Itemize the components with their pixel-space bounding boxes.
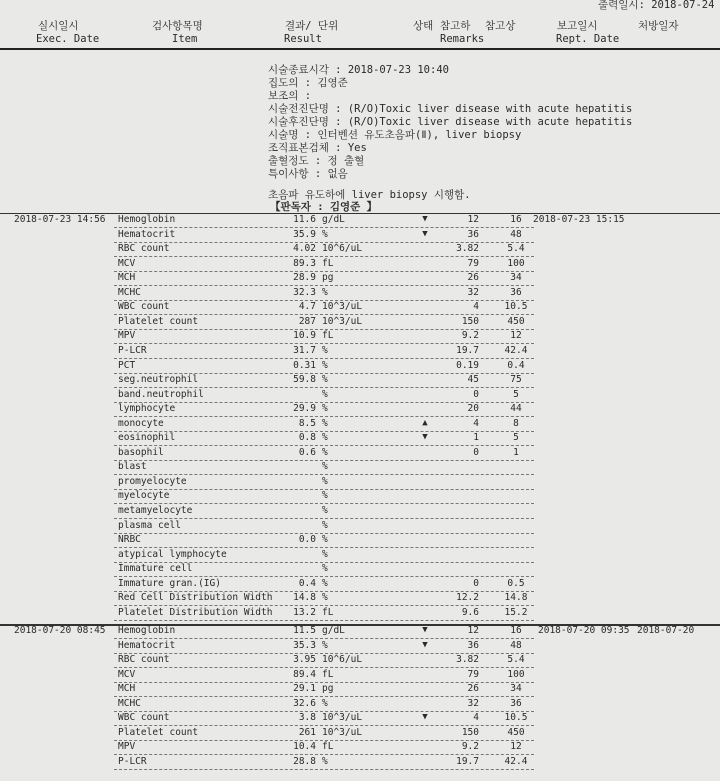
test-unit: % [322, 639, 328, 651]
ref-low: 1 [473, 432, 479, 444]
ref-high: 34 [510, 272, 522, 284]
test-item: MCH [118, 272, 136, 284]
test-unit: % [322, 432, 328, 444]
ref-low: 32 [467, 286, 479, 298]
ref-low: 12 [467, 214, 479, 225]
ref-high: 16 [510, 214, 522, 225]
ref-high: 0.5 [507, 577, 525, 589]
test-unit: fL [322, 606, 334, 618]
ref-low: 4 [473, 712, 479, 724]
test-unit: fL [322, 330, 334, 342]
col-ref-low-kr: 참고하 [440, 20, 471, 32]
ref-high: 14.8 [504, 592, 528, 604]
report-line: 시술후진단명 : (R/O)Toxic liver disease with acute hepatitis [268, 116, 633, 128]
test-item: WBC count [118, 712, 170, 724]
ref-low: 0 [473, 577, 479, 589]
test-item: Platelet count [118, 726, 199, 738]
procedure-report [268, 64, 632, 202]
col-ref-high-kr: 참고상 [485, 20, 516, 32]
test-item: MPV [118, 741, 136, 753]
test-unit: % [322, 461, 328, 473]
test-item: MCV [118, 257, 136, 269]
flag-low-icon: ▼ [422, 639, 428, 650]
test-unit: pg [322, 272, 334, 284]
test-item: Red Cell Distribution Width [118, 592, 273, 604]
ref-low: 36 [467, 639, 479, 651]
col-item-en: Item [172, 33, 198, 45]
test-item: basophil [118, 446, 164, 458]
test-unit: % [322, 417, 328, 429]
test-value: 3.95 [293, 654, 316, 666]
test-unit: 10^3/uL [322, 726, 363, 738]
test-item: P-LCR [118, 344, 147, 356]
col-result-en: Result [284, 33, 322, 45]
flag-low-icon: ▼ [422, 625, 428, 635]
flag-high-icon: ▲ [422, 417, 428, 428]
test-item: promyelocyte [118, 475, 187, 487]
ref-low: 0 [473, 388, 479, 400]
test-value: 14.8 [293, 592, 316, 604]
ref-high: 8 [513, 417, 519, 429]
test-item: RBC count [118, 243, 170, 255]
test-value: 35.9 [293, 228, 316, 240]
test-unit: % [322, 446, 328, 458]
ref-low: 12.2 [456, 592, 479, 604]
ref-high: 5 [513, 388, 519, 400]
test-unit: % [322, 403, 328, 415]
test-value: 89.4 [293, 668, 316, 680]
test-value: 28.8 [293, 755, 316, 767]
ref-low: 0.19 [456, 359, 479, 371]
test-unit: % [322, 228, 328, 240]
col-remarks-en: Remarks [440, 33, 485, 45]
test-unit: g/dL [322, 625, 345, 636]
col-report-en: Rept. Date [556, 33, 620, 45]
ref-low: 9.6 [461, 606, 479, 618]
test-item: PCT [118, 359, 136, 371]
test-value: 31.7 [293, 344, 316, 356]
test-value: 0.31 [293, 359, 316, 371]
test-value: 89.3 [293, 257, 316, 269]
test-value: 29.1 [293, 683, 316, 695]
test-unit: % [322, 592, 328, 604]
test-unit: % [322, 563, 328, 575]
test-unit: % [322, 344, 328, 356]
header-divider [0, 48, 720, 50]
test-item: P-LCR [118, 755, 147, 767]
ref-low: 79 [467, 257, 479, 269]
test-value: 59.8 [293, 374, 316, 386]
test-unit: % [322, 755, 328, 767]
ref-low: 150 [461, 726, 479, 738]
report-date: 2018-07-20 09:35 [538, 625, 630, 636]
ref-low: 26 [467, 683, 479, 695]
ref-high: 12 [510, 741, 522, 753]
test-unit: 10^6/uL [322, 243, 363, 255]
test-unit: % [322, 505, 328, 516]
test-unit: pg [322, 683, 334, 695]
test-item: metamyelocyte [118, 505, 193, 516]
test-item: MCHC [118, 697, 141, 709]
test-value: 29.9 [293, 403, 316, 415]
ref-high: 75 [510, 374, 522, 386]
print-date: 출력일시: 2018-07-24 [598, 0, 715, 11]
ref-high: 5.4 [507, 243, 525, 255]
col-status-kr: 상태 [413, 20, 434, 32]
test-value: 3.8 [298, 712, 316, 724]
test-item: RBC count [118, 654, 170, 666]
ref-high: 48 [510, 228, 522, 240]
report-line: 출혈정도 : 정 출혈 [268, 155, 365, 167]
ref-high: 10.5 [504, 301, 528, 313]
test-unit: % [322, 548, 328, 560]
test-value: 28.9 [293, 272, 316, 284]
ref-high: 36 [510, 286, 522, 298]
ref-low: 3.82 [456, 654, 479, 666]
test-item: MCH [118, 683, 136, 695]
ref-low: 4 [473, 301, 479, 313]
test-unit: % [322, 359, 328, 371]
test-unit: g/dL [322, 214, 345, 225]
test-item: Hemoglobin [118, 214, 176, 225]
report-line: 보조의 : [268, 90, 312, 102]
ref-high: 36 [510, 697, 522, 709]
ref-high: 5.4 [507, 654, 525, 666]
ref-high: 450 [507, 726, 525, 738]
col-order-kr: 처방일자 [638, 20, 679, 32]
test-item: Immature gran.(IG) [118, 577, 221, 589]
test-item: Hemoglobin [118, 625, 176, 636]
test-value: 4.7 [298, 301, 316, 313]
test-value: 35.3 [293, 639, 316, 651]
test-item: WBC count [118, 301, 170, 313]
ref-low: 12 [467, 625, 479, 636]
ref-high: 34 [510, 683, 522, 695]
row-separator [114, 620, 534, 621]
exec-date: 2018-07-23 14:56 [14, 214, 106, 225]
order-date: 2018-07-20 [637, 625, 695, 636]
test-item: MCHC [118, 286, 141, 298]
test-item: band.neutrophil [118, 388, 204, 400]
test-item: MPV [118, 330, 136, 342]
flag-low-icon: ▼ [422, 712, 428, 723]
test-value: 32.6 [293, 697, 316, 709]
test-value: 10.9 [293, 330, 316, 342]
report-date: 2018-07-23 15:15 [533, 214, 625, 225]
test-item: Hematocrit [118, 228, 176, 240]
test-item: plasma cell [118, 519, 181, 531]
ref-high: 16 [510, 625, 522, 636]
test-item: NRBC [118, 534, 141, 546]
report-line: 집도의 : 김영준 [268, 77, 348, 89]
test-item: Immature cell [118, 563, 193, 575]
ref-low: 32 [467, 697, 479, 709]
ref-low: 19.7 [456, 755, 479, 767]
ref-low: 150 [461, 315, 479, 327]
test-unit: fL [322, 741, 334, 753]
test-value: 0.0 [298, 534, 316, 546]
ref-high: 450 [507, 315, 525, 327]
test-item: eosinophil [118, 432, 176, 444]
test-unit: % [322, 577, 328, 589]
test-unit: 10^3/uL [322, 315, 363, 327]
test-unit: % [322, 519, 328, 531]
col-report-kr: 보고일시 [557, 20, 598, 32]
test-item: myelocyte [118, 490, 170, 502]
ref-high: 48 [510, 639, 522, 651]
test-value: 287 [298, 315, 316, 327]
test-unit: 10^3/uL [322, 301, 363, 313]
ref-high: 100 [507, 668, 525, 680]
test-item: MCV [118, 668, 136, 680]
ref-low: 36 [467, 228, 479, 240]
test-item: monocyte [118, 417, 164, 429]
test-value: 261 [298, 726, 316, 738]
report-note: 초음파 유도하에 liver biopsy 시행함. [268, 189, 471, 201]
ref-low: 79 [467, 668, 479, 680]
test-unit: fL [322, 668, 334, 680]
test-value: 32.3 [293, 286, 316, 298]
test-value: 11.6 [293, 214, 316, 225]
test-item: Platelet count [118, 315, 199, 327]
report-line: 시술종료시각 : 2018-07-23 10:40 [268, 64, 449, 76]
flag-low-icon: ▼ [422, 214, 428, 224]
test-unit: % [322, 388, 328, 400]
test-value: 0.4 [298, 577, 316, 589]
test-item: lymphocyte [118, 403, 176, 415]
col-exec-kr: 실시일시 [38, 20, 79, 32]
ref-high: 1 [513, 446, 519, 458]
ref-high: 10.5 [504, 712, 528, 724]
test-item: blast [118, 461, 147, 473]
report-line: 시술전진단명 : (R/O)Toxic liver disease with acute hepatitis [268, 103, 633, 115]
ref-high: 5 [513, 432, 519, 444]
ref-low: 26 [467, 272, 479, 284]
ref-high: 12 [510, 330, 522, 342]
test-unit: 10^6/uL [322, 654, 363, 666]
test-unit: 10^3/uL [322, 712, 363, 724]
flag-low-icon: ▼ [422, 228, 428, 239]
test-unit: % [322, 475, 328, 487]
exec-date: 2018-07-20 08:45 [14, 625, 106, 636]
ref-high: 44 [510, 403, 522, 415]
flag-low-icon: ▼ [422, 432, 428, 443]
test-value: 0.6 [298, 446, 316, 458]
test-value: 8.5 [298, 417, 316, 429]
test-unit: % [322, 534, 328, 546]
ref-high: 15.2 [504, 606, 528, 618]
report-line: 특이사항 : 없음 [268, 168, 348, 180]
report-line: 조직표본검체 : Yes [268, 142, 367, 154]
test-item: seg.neutrophil [118, 374, 199, 386]
test-item: Platelet Distribution Width [118, 606, 273, 618]
ref-high: 42.4 [504, 755, 528, 767]
ref-low: 45 [467, 374, 479, 386]
col-exec-en: Exec. Date [36, 33, 100, 45]
ref-low: 20 [467, 403, 479, 415]
ref-high: 0.4 [507, 359, 525, 371]
test-value: 13.2 [293, 606, 316, 618]
test-item: atypical lymphocyte [118, 548, 227, 560]
col-result-kr: 결과/ 단위 [285, 20, 339, 32]
ref-low: 4 [473, 417, 479, 429]
test-value: 4.02 [293, 243, 316, 255]
test-value: 11.5 [293, 625, 316, 636]
report-reader: 【판독자 : 김영준 】 [270, 201, 378, 213]
row-separator [114, 769, 534, 770]
ref-low: 19.7 [456, 344, 479, 356]
test-unit: % [322, 697, 328, 709]
ref-low: 9.2 [461, 330, 479, 342]
ref-high: 100 [507, 257, 525, 269]
test-item: Hematocrit [118, 639, 176, 651]
col-item-kr: 검사항목명 [152, 20, 203, 32]
test-unit: fL [322, 257, 334, 269]
test-value: 10.4 [293, 741, 316, 753]
test-unit: % [322, 490, 328, 502]
report-line: 시술명 : 인터벤션 유도초음파(Ⅱ), liver biopsy [268, 129, 522, 141]
ref-low: 9.2 [461, 741, 479, 753]
ref-low: 3.82 [456, 243, 479, 255]
test-unit: % [322, 374, 328, 386]
test-unit: % [322, 286, 328, 298]
ref-high: 42.4 [504, 344, 528, 356]
ref-low: 0 [473, 446, 479, 458]
test-value: 0.8 [298, 432, 316, 444]
